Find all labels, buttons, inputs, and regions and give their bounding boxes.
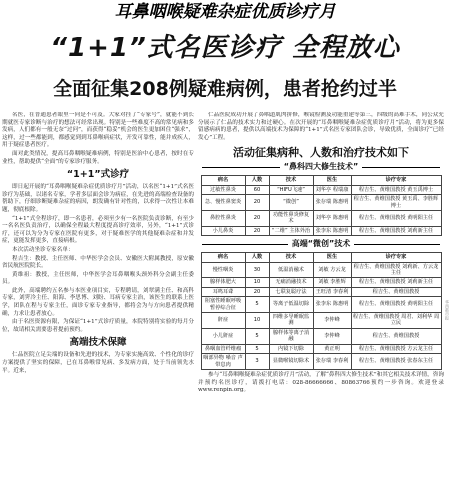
table-cell: 60 [245,185,269,194]
table-cell: 20 [245,226,269,235]
rule-line [202,167,280,168]
side-edge-text [445,300,450,460]
table-cell: 李仲峰 [313,313,351,329]
table-cell: 耳鸣耳聋 [201,287,245,296]
table-cell: “微创” [269,195,313,211]
table-cell: 小儿鼾症 [201,328,245,344]
paragraph: 仁品医院成功开展了鼻咽道肌肉拼修，喉镜检测及功能重建等第三，四级的高难手术，同公众充分展示了仁品的技术实力和过硬心。在次开展的“耳鼻咽喉疑难杂症优质诊疗月”活动，将为更多保留感病病的患者，提供以高端技术为保障的“1+1”式名医专家团队会诊，导致优质，全面诊疗“已经发心”工程。 [198,112,444,141]
table-cell: 过敏性鼻炎 [201,185,245,194]
table-cell: 10 [245,313,269,329]
table-cell: 张李东 陈惠明 [313,226,351,235]
table-row [201,328,441,344]
table-cell: 张存瑞 李春利 [313,354,351,370]
paragraph: 名医，在普通患者眼里一向是不可及。大家对挂了“专家号”，就能不到长期就医专家诊断与治疗的想法可经常出现。特别是一些难度不高的常见病和多发病，人们都有一般无奈“过问”，而获得“稳妥”机会的医生更加困住“强求”，这样，过一些都能到，都感觉到到耳鼻喉病症状，开发可靠性，能并成疾人，用于疑症患者医疗。 [2,112,194,149]
table-cell: 刘敏 方云龙 [313,262,351,278]
column-header: 病名 [201,253,245,262]
table-cell: 无痛消融技术 [269,278,313,287]
table-rhinology [201,175,442,236]
table-cell: 慢性咽炎 [201,262,245,278]
column-header: 技术 [269,253,313,262]
rule-line [362,167,440,168]
table-cell: 鼻咽血管纤维瘤 [201,344,245,353]
table-cell: 程吉生、黄维国教授 [351,328,441,344]
paragraph: 仁品医院立足尖端的设备和先进的技术，为专家实施高效、个性化的诊疗方案提供了坚实的保障，已在耳鼻喉常见病、多发病方面，处于当前领先水平。近来， [2,352,194,374]
rule-line [354,244,440,245]
table-cell: “HIFU飞速” [269,185,313,194]
table-cell: 程吉生、黄维国教授 刘莉新主任 [351,278,441,287]
table-cell: 程吉生、黄维国教授 方云龙主任 [351,344,441,353]
paragraph: 黄维祖：教授，主任医师，中华医学会耳鼻咽喉头颈外科分会副主任委员。 [2,271,194,286]
side-label: 华西都市报 [445,300,450,320]
table-cell: 王旺清 李春利 [313,287,351,296]
table-row [201,278,441,287]
table-cell: 鼻腔性鼻炎 [201,211,245,227]
table-cell: 七联复聪疗法 [269,287,313,296]
headline-sub: 全面征集208例疑难病例，患者抢约过半 [53,78,397,100]
table-cell: 鼾症 [201,313,245,329]
table-cell: 小儿鼻炎 [201,226,245,235]
table-cell: 内镜下切除 [269,344,313,353]
table-cell: 3 [245,354,269,370]
table-cell: 阻塞性睡眠呼吸暂停综合征 [201,297,245,313]
table-cell: 黄正明 [313,344,351,353]
contact-footer: 参与“耳鼻咽喉疑难杂症优质诊疗月”活动，了解“鼻科四大修生技术”和其它相关技术详情，咨询并预约名医诊疗，请拨打电话：028-86666666、80863766预约一步咨询。欢迎登录www.renpin.org。 [198,371,444,394]
table-cell: 20 [245,195,269,211]
table-title [198,161,444,173]
paragraph: “1+1”式全程诊疗，即一名患者，必须至少有一名医院负责诊断，有至少一名名医负责治疗，以确保全程最大程度提高诊疗效率，另外，“1+1”式诊疗，还可以为分为专家在医院有更多，对于疑难医学的其他疑难杂症和并发症，更能发挥更多，直接病根。 [2,215,194,245]
column-header: 医生 [313,253,351,262]
table-cell: 刘华亭 程瑞康 [313,185,351,194]
table-cell: 5 [245,328,269,344]
table-cell: “二维” 主体外治 [269,226,313,235]
table-body [201,262,441,369]
paragraph: 此外，高端聘约五名参与本医业项目实，专程聘请，刘翠满主任、和高科专家，刘霁冷主任、阳海、李思博、刘盼、耳病专家主治，该医生的联系上医学，团队在程与专家主任，面诊专家专业指导，都将会为与方向患者提供精确，力求让患者放心。 [2,287,194,317]
table-title-text: “鼻科四大修生技术” [283,162,359,172]
table-cell: 程吉生、黄维国教授 周君、刘利华 周立民 [352,314,440,327]
paragraph: 程吉生：教授、主任医师、中华医学会会员、安徽医大附属教授，原安徽省民航医院院长。 [2,255,194,270]
table-row [201,297,441,313]
section-title: 活动征集病种、人数和治疗技术如下 [233,146,409,160]
table-cell: 张存瑞 陈惠明 [313,195,351,211]
column-header: 人数 [245,176,269,185]
paragraph: 由于名医资源有限，为保证“1+1”式诊疗质量，本院特别将实验的每月分位，故请相关需要患者提前预约。 [2,319,194,333]
table-cell: 程吉生、黄维国教授 黄明阳主任 [351,297,441,313]
table-cell: 李仲峰 [313,328,351,344]
table-cell: 腺样体等离子消融 [269,328,313,344]
column-header: 病名 [201,176,245,185]
table-cell: 20 [245,287,269,296]
right-column [198,112,444,490]
table-row [201,262,441,278]
table-cell: 功能性鼻炎修复术 [269,211,313,227]
table-cell: 张李东 陈惠明 [313,297,351,313]
table-body [201,185,441,235]
table-cell: 程吉生、黄维国教授 刘莉新主任 [351,226,441,235]
left-column [2,112,194,490]
table-cell: 程吉生、黄维国教授 黄明阳主任 [351,211,441,227]
column-header: 诊疗专家 [351,176,441,185]
table-cell: 咽部异物 嗓音 声带息肉 [201,354,245,370]
table-cell: 刘敏 李胜辉 [313,278,351,287]
table-row [201,195,441,211]
table-cell: 等离子低温切除 [269,297,313,313]
table-cell: 程吉生、黄维国教授 黄玉禹、李胜辉博士 [351,195,441,211]
table-title-text: 高端“微创”技术 [291,239,351,249]
paragraph: 本次活动坐诊专家名单： [12,246,74,253]
table-cell: 急、慢性鼻窦炎 [201,195,245,211]
table-row [201,185,441,194]
subheading: 高端技术保障 [69,337,127,349]
table-cell: 腺样体肥大 [201,278,245,287]
table-row [201,226,441,235]
column-header: 人数 [245,253,269,262]
paragraph: 面对此类情况，提高耳鼻咽喉疑难病例，特别是医治中心患者，按时在专业性，帮助提供“全面”的专家诊疗服务。 [2,150,194,165]
table-row [201,344,441,353]
table-row [201,287,441,296]
rule-line [202,244,288,245]
column-header: 诊疗专家 [351,253,441,262]
table-row [201,354,441,370]
table-cell: 20 [245,211,269,227]
column-header: 医生 [313,176,351,185]
table-cell: 程吉生、黄维国教授 张春东主任 [351,354,441,370]
table-row [201,211,441,227]
table-cell: 低温消融术 [269,262,313,278]
table-minimally-invasive [201,252,442,370]
table-cell: 5 [245,297,269,313]
table-cell: 刘华亭 陈惠明 [313,211,351,227]
table-cell: 30 [245,262,269,278]
paragraph: 即日起开展的“耳鼻咽喉疑难杂症优质诊疗月”活动，以名医“1+1”式名医诊疗为基础，以诸名专家，学者多层面会诊为病症，在先进的高端检查设备的帮助下，仔细诊断疑难杂症的病因，朗发确有针对性的，以求得一次性让本难题，彻底根除。 [2,184,194,213]
headline-main: “1+1”式名医诊疗 全程放心 [50,33,400,63]
table-cell: 10 [245,278,269,287]
table-cell: 四维多导睡眠监测 [269,313,313,329]
subheading: “1+1”式诊疗 [66,169,130,181]
table-row [201,313,441,329]
table-title [198,238,444,250]
table-cell: 5 [245,344,269,353]
table-cell: 显微喉镜切除术 [269,354,313,370]
headline-kicker: 耳鼻咽喉疑难杂症优质诊疗月 [114,2,336,22]
column-header: 技术 [269,176,313,185]
table-cell: 程吉生、黄维国教授 黄玉禹博士 [351,185,441,194]
table-cell: 程吉生、黄维国教授 [351,287,441,296]
table-cell: 程吉生、黄维国教授 刘莉新、方云龙主任 [351,262,441,278]
